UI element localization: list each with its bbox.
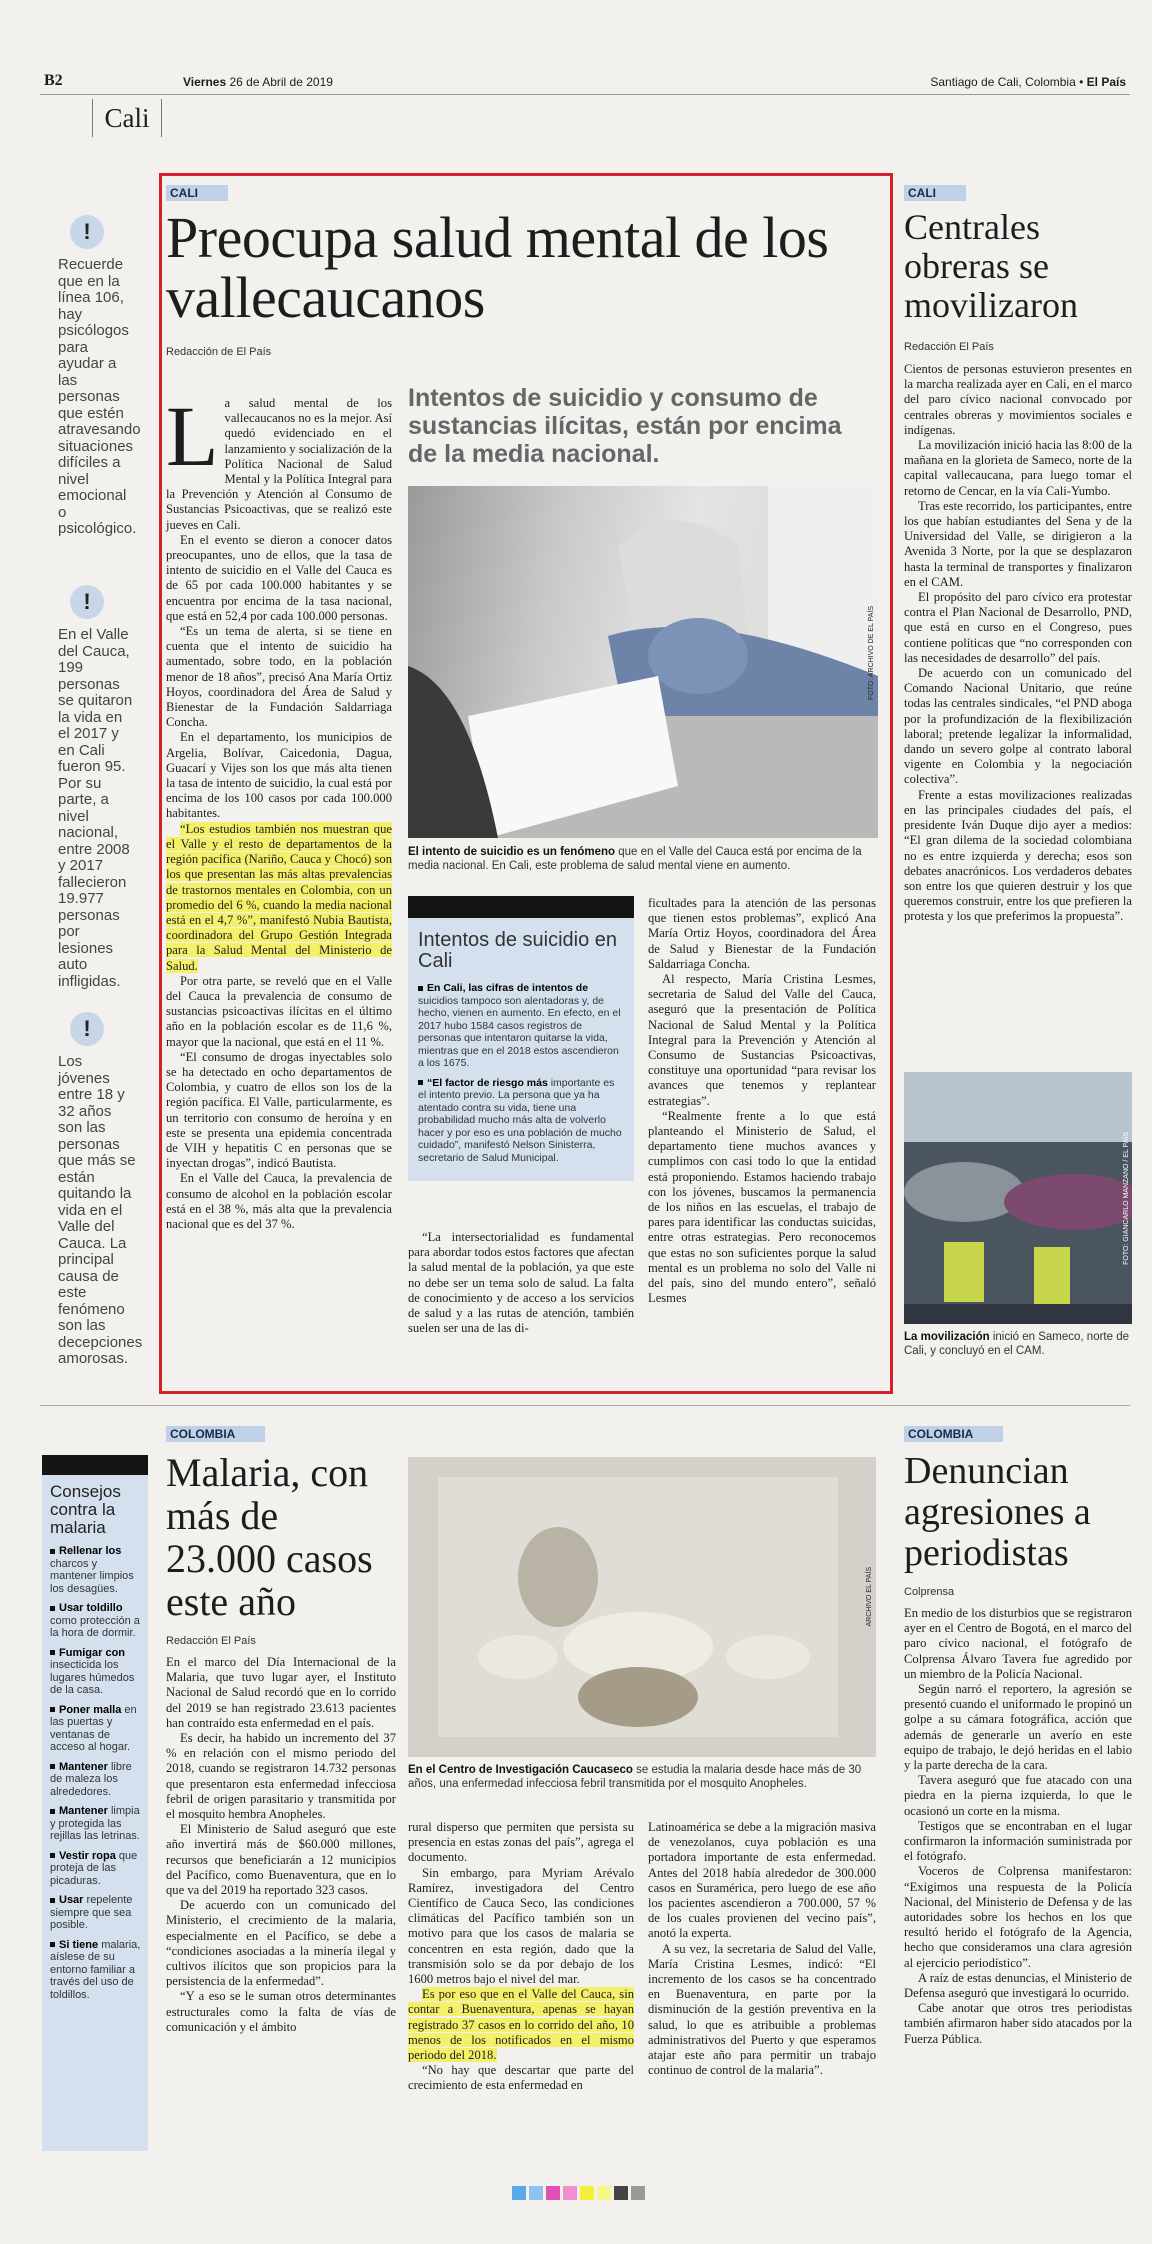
alert-icon: ! xyxy=(70,1012,104,1046)
kicker: COLOMBIA xyxy=(904,1426,1003,1442)
sidebar-note-2 xyxy=(58,585,138,990)
paper-name: El País xyxy=(1086,75,1126,89)
right-body xyxy=(904,362,1132,925)
byline: Redacción de El País xyxy=(166,346,272,358)
malaria-col2 xyxy=(408,1820,634,2094)
tips-title: Consejos contra la malaria xyxy=(50,1482,121,1537)
paragraph: Voceros de Colprensa manifestaron: “Exigimos una respuesta de la Policía Nacional, del Ministerio de Defensa y de las autoridades sobre los hechos en los que resultó herido el fotógrafo de la Agencia, hecho que consideramos una clara agresión al ejercicio periodístico”. xyxy=(904,1864,1132,1970)
bullet-icon xyxy=(50,1764,55,1769)
paragraph: A su vez, la secretaria de Salud del Valle, María Cristina Lesmes, indicó: “El incremento de los casos se ha concentrado en Buenaventura, en parte por la disminución de la gestión preventiva en la salud, lo que es atribuible a problemas administrativos del Puerto y que esperamos atajar este año para permitir un trabajo continuo de control de la malaria”. xyxy=(648,1941,876,2078)
section-divider xyxy=(40,1405,1130,1406)
paragraph: “El consumo de drogas inyectables solo se ha detectado en ocho departamentos de Colombia, y cuatro de ellos son los de la región pacífica. El Valle, particularmente, es un territorio con consumo de heroína y en este se presenta una epidemia concentrada de VIH y hepatitis C en personas que se inyectan drogas”, indicó Bautista. xyxy=(166,1049,392,1171)
paragraph: “Es un tema de alerta, si se tiene en cuenta que el intento de suicidio ha aumentado, sobre todo, en la población menor de 18 años”, precisó Ana María Ortiz Hoyos, coordinadora del Área de Salud y Bienestar de la Fundación Saldarriaga Concha. xyxy=(166,624,392,730)
paragraph: Al respecto, María Cristina Lesmes, secretaria de Salud del Valle del Cauca, aseguró que la presentación de Política Nacional de Salud Mental y la Política Integral para la Prevención y Atención al Consumo de Sustancias Psicoactivas, constituye una oportunidad “para revisar los avances que tenemos y replantear estrategias”. xyxy=(648,972,876,1108)
header-location xyxy=(930,75,1126,89)
bullet-icon xyxy=(418,986,423,991)
note-text: Recuerde que en la línea 106, hay psicólogos para ayudar a las personas que estén atravesando situaciones difíciles a nivel emocional o psicológico. xyxy=(58,256,141,537)
periodistas-article xyxy=(904,1425,1132,2047)
paragraph: Tavera aseguró que fue atacado con una piedra en la pierna izquierda, lo que le ocasionó un corte en la misma. xyxy=(904,1773,1132,1818)
info-item-bold: En Cali, las cifras de intentos de xyxy=(427,982,589,994)
caption-bold: El intento de suicidio es un fenómeno xyxy=(408,846,616,858)
tip-item xyxy=(50,1894,141,1932)
bullet-icon xyxy=(418,1080,423,1085)
info-box-bar xyxy=(408,896,634,918)
tip-item xyxy=(50,1761,141,1799)
info-item-text: suicidios tampoco son alentadoras y, de hecho, vienen en aumento. En efecto, en el 2017 hubo 1584 casos registros de personas que intentaron quitarse la vida, mientras que en el 2018 estos ascendieron a los 1675. xyxy=(418,994,621,1069)
tip-item xyxy=(50,1805,141,1843)
paragraph: a salud mental de los vallecaucanos no es la mejor. Así quedó evidenciado en el lanzamiento y socialización de la Política Nacional de Salud Mental y la Política Integral para la Prevención y Atención al Consumo de Sustancias Psicoactivas, que se realizó este jueves en Cali. xyxy=(166,396,392,532)
malaria-photo xyxy=(408,1457,876,1757)
byline: Redacción El País xyxy=(166,1635,256,1647)
photo-credit: ARCHIVO EL PAÍS xyxy=(866,1567,873,1627)
kicker: COLOMBIA xyxy=(166,1426,265,1442)
caption-text: que en el Valle del Cauca está por encima de la media nacional. En Cali, este problema de salud mental viene en aumento. xyxy=(408,846,862,872)
dropcap: L xyxy=(166,388,219,484)
paragraph: A raíz de estas denuncias, el Ministerio de Defensa aseguró que investigará lo ocurrido. xyxy=(904,1970,1132,2001)
tip-bold: Usar toldillo xyxy=(59,1602,123,1614)
caption-text: inició en Sameco, norte de Cali, y concluyó en el CAM. xyxy=(904,1331,1129,1357)
malaria-col3 xyxy=(648,1820,876,2078)
page-number: B2 xyxy=(44,72,63,89)
kicker: CALI xyxy=(166,185,228,201)
bullet-icon xyxy=(50,1707,55,1712)
sidebar-note-3 xyxy=(58,1012,143,1368)
tip-bold: Fumigar con xyxy=(59,1646,126,1659)
periodistas-body xyxy=(904,1606,1132,2047)
paragraph: Tras este recorrido, los participantes, entre los que habían estudiantes del Sena y de la Universidad del Valle, se dirigieron a la Avenida 3 Norte, por la que se desplazaron hasta la terminal de transportes y finalizaron en el CAM. xyxy=(904,498,1132,589)
bullet-icon xyxy=(50,1650,55,1655)
right-article xyxy=(904,184,1132,925)
tip-text: malaria, aíslese de su entorno familiar a través del uso de toldillos. xyxy=(50,1938,141,2001)
byline: Redacción El País xyxy=(904,341,994,353)
tip-item xyxy=(50,1850,141,1888)
headline: Malaria, con más de 23.000 casos este año xyxy=(166,1450,373,1624)
kicker: CALI xyxy=(904,185,966,201)
paragraph: “Realmente frente a lo que está planteando el Ministerio de Salud, el departamento tiene muchos avances y cumplimos con casi todo lo que la entidad está proponiendo. Estamos haciendo trabajo con los jóvenes, buscamos la permanencia de los niños en las escuelas, el trabajo de pares para identificar las conductas suicidas, entre otras estrategias. Pero reconocemos que estas no son suficientes porque la salud mental es un problema no solo del Valle ni del país, sino del mundo entero”, señaló Lesmes xyxy=(648,1108,876,1306)
note-text: En el Valle del Cauca, 199 personas se quitaron la vida en el 2017 y en Cali fueron 95. Por su parte, a nivel nacional, entre 2008 y 2017 fallecieron 19.977 personas por lesiones auto infligidas. xyxy=(58,626,133,990)
byline: Colprensa xyxy=(904,1586,955,1598)
paragraph: “No hay que descartar que parte del crecimiento de esta enfermedad en xyxy=(408,2063,634,2093)
highlighted-text: Es por eso que en el Valle del Cauca, sin contar a Buenaventura, apenas se hayan registrado 37 casos en lo corrido del año, 10 menos de los notificados en el mismo periodo del 2018. xyxy=(408,1987,634,2063)
sidebar-note-1 xyxy=(58,215,141,538)
headline: Centrales obreras se movilizaron xyxy=(904,207,1078,325)
malaria-caption xyxy=(408,1763,876,1791)
info-item-bold: “El factor de riesgo más xyxy=(427,1076,548,1089)
main-photo xyxy=(408,486,878,838)
section-name: Cali xyxy=(92,99,162,137)
paragraph: En el departamento, los municipios de Argelia, Bolívar, Caicedonia, Dagua, Guacarí y Vijes son los que más alta tienen la tasa de intento de suicidio, la cual está por encima de los 100 casos por cada 100.000 habitantes. xyxy=(166,730,392,821)
main-col3 xyxy=(648,896,876,1306)
alert-icon: ! xyxy=(70,585,104,619)
caption-bold: La movilización xyxy=(904,1331,990,1343)
paragraph: Por otra parte, se reveló que en el Valle del Cauca la prevalencia de consumo de sustancias psicoactivas ilícitas en el último año en la población escolar es de 11,6 %, mayor que la nacional, que está en el 11 %. xyxy=(166,973,392,1049)
tips-bar xyxy=(42,1455,148,1475)
tip-item xyxy=(50,1545,141,1595)
paragraph: El Ministerio de Salud aseguró que este año invertirá más de $60.000 millones, recursos que beneficiarán a 12 municipios del Pacífico, como Buenaventura, que en lo que va del 2019 ha reportado 323 casos. xyxy=(166,1822,396,1898)
paragraph: En el marco del Día Internacional de la Malaria, que tuvo lugar ayer, el Instituto Nacional de Salud recordó que en lo corrido del 2019 se han registrado 23.613 pacientes han contraído esta enfermedad en el país. xyxy=(166,1655,396,1730)
paragraph: “La intersectorialidad es fundamental para abordar todos estos factores que afectan la salud mental de la población, ya que este no debe ser un tema solo de salud. La falta de conocimiento y de acceso a los servicios de salud y a las rutas de atención, también suelen ser una de las di- xyxy=(408,1230,634,1336)
tip-bold: Si tiene xyxy=(59,1938,99,1951)
paragraph: Es decir, ha habido un incremento del 37 % en relación con el mismo periodo del 2018, cuando se registraron 14.732 personas que presentaron esta enfermedad infecciosa febril de origen parasitario y transmitida por el mosquito hembra Anopheles. xyxy=(166,1731,396,1822)
tip-bold: Mantener xyxy=(59,1805,108,1817)
tips-box xyxy=(42,1455,148,2151)
paragraph: En el evento se dieron a conocer datos preocupantes, uno de ellos, que la tasa de intento de suicidio en el Valle del Cauca es de 65 por cada 100.000 habitantes y se encuentra por encima de la tasa nacional, que está en 52,4 por cada 100.000 personas. xyxy=(166,532,392,623)
bullet-icon xyxy=(50,1898,55,1903)
tip-bold: Poner malla xyxy=(59,1703,122,1716)
info-item xyxy=(418,1077,624,1165)
tip-item xyxy=(50,1602,141,1640)
tip-text: repelente siempre que sea posible. xyxy=(50,1894,133,1931)
paragraph: El propósito del paro cívico era protestar contra el Plan Nacional de Desarrollo, PND, que está en curso en el Congreso, pues contiene políticas que “no corresponden con las necesidades de desarrollo” del país. xyxy=(904,590,1132,665)
paragraph: Cientos de personas estuvieron presentes en la marcha realizada ayer en Cali, en el marco del paro cívico nacional convocado por centrales obreras y movimientos sociales e indígenas. xyxy=(904,362,1132,437)
note-text: Los jóvenes entre 18 y 32 años son las personas que más se están quitando la vida en el Valle del Cauca. La principal causa de este fenómeno son las decepciones amorosas. xyxy=(58,1053,143,1367)
caption-bold: En el Centro de Investigación Caucaseco xyxy=(408,1764,633,1776)
tip-item xyxy=(50,1647,141,1697)
info-item-text: importante es el intento previo. La persona que ya ha atentado contra su vida, tiene una probabilidad mucho más alta de volverlo hacer y por eso es una población de mucho cuidado”, manifestó Nelson Sinisterra, secretario de Salud Municipal. xyxy=(418,1076,622,1164)
tip-text: insecticida los lugares húmedos de la casa. xyxy=(50,1659,135,1696)
paragraph: Cabe anotar que otros tres periodistas también afirmaron haber sido atacados por la Fuerza Pública. xyxy=(904,2001,1132,2046)
date-rest: 26 de Abril de 2019 xyxy=(229,75,333,89)
paragraph: rural disperso que permiten que persista su presencia en estas zonas del país”, agrega el documento. xyxy=(408,1820,634,1865)
paragraph: Frente a estas movilizaciones realizadas en las principales ciudades del país, el presidente Iván Duque dijo ayer a medios: “El gran dilema de la sociedad colombiana no es entre izquierda y derecha; esos son debates anacrónicos. Los verdaderos debates son entre los que quieren destruir y los que queremos construir, entre los que prefieren la protesta y los que preferimos la propuesta”. xyxy=(904,787,1132,924)
march-photo xyxy=(904,1072,1132,1324)
tip-text: que proteja de las picaduras. xyxy=(50,1849,138,1887)
tip-bold: Rellenar los xyxy=(59,1545,122,1557)
main-col1 xyxy=(166,388,392,1232)
info-box-title: Intentos de suicidio en Cali xyxy=(418,929,618,972)
highlighted-quote: “Los estudios también nos muestran que el Valle y el resto de departamentos de la región pacífica (Nariño, Cauca y Chocó) son los que presentan las más altas prevalencias de trastornos mentales en Colombia, con un promedio del 6 %, cuando la media nacional está en el 4,7 %”, manifestó Nubia Bautista, coordinadora del Grupo Gestión Integrada para la Salud Mental del Ministerio de Salud. xyxy=(166,821,392,973)
paragraph: De acuerdo con un comunicado del Ministerio, el crecimiento de la malaria, especialmente en el Pacífico, se debe a “condiciones asociadas a la minería ilegal y cultivos ilícitos que son propicios para la persistencia de la enfermedad”. xyxy=(166,1898,396,1989)
bullet-icon xyxy=(50,1549,55,1554)
malaria-article xyxy=(166,1425,396,2035)
therapy-photo-illustration xyxy=(408,486,878,838)
paragraph: “Y a eso se le suman otros determinantes estructurales como la falta de vías de comunicación y el ámbito xyxy=(166,1989,396,2034)
paragraph: En el Valle del Cauca, la prevalencia de consumo de alcohol en la población escolar está en el 38 %, más alta que la prevalencia nacional que es del 37 %. xyxy=(166,1171,392,1231)
main-article xyxy=(166,184,878,358)
caption-text: se estudia la malaria desde hace más de 30 años, una enfermedad infecciosa febril transmitida por el mosquito Anopheles. xyxy=(408,1764,862,1790)
paragraph: Testigos que se encontraban en el lugar confirmaron la información suministrada por el fotógrafo. xyxy=(904,1818,1132,1864)
tip-bold: Mantener xyxy=(59,1760,108,1773)
main-caption xyxy=(408,845,878,873)
paragraph: De acuerdo con un comunicado del Comando Nacional Unitario, que reúne todas las centrales sindicales, “el PND aboga por la profundización de la flexibilización laboral; pretende legalizar la informalidad, dando un severo golpe al contrato laboral vigente en Colombia y la negociación colectiva”. xyxy=(904,666,1132,787)
info-item xyxy=(418,982,624,1070)
tip-text: charcos y mantener limpios los desagües. xyxy=(50,1557,134,1595)
photo-credit: FOTO: GIANCARLO MANZANO / EL PAÍS xyxy=(1123,1132,1130,1265)
tip-text: en las puertas y ventanas de acceso al hogar. xyxy=(50,1703,137,1753)
paragraph: La movilización inició hacia las 8:00 de la mañana en la glorieta de Sameco, norte de la capital vallecaucana, para luego tomar el retorno de Cencar, en la vía Cali-Yumbo. xyxy=(904,438,1132,498)
tip-text: limpia y protegida las rejillas las letrinas. xyxy=(50,1805,140,1842)
tip-text: como protección a la hora de dormir. xyxy=(50,1614,140,1639)
paragraph: ficultades para la atención de las personas que tienen estos problemas”, explicó Ana María Ortiz Hoyos, coordinadora del Área de Salud y Bienestar de la Fundación Saldarriaga Concha. xyxy=(648,896,876,971)
paragraph: Latinoamérica se debe a la migración masiva de venezolanos, cuya población es una portadora importante de esta enfermedad. Antes del 2018 había alrededor de 300.000 casos en Suramérica, pero luego de ese año los pacientes ascendieron a 700.000, 57 % de los cuales provienen del vecino país”, anotó la experta. xyxy=(648,1820,876,1941)
tip-item xyxy=(50,1704,141,1754)
paragraph: Según narró el reportero, la agresión se presentó cuando el uniformado le propinó un golpe a su cámara fotográfica, acción que además de generarle un averío en este equipo de trabajo, le dejó heridas en el labio y la parte derecha de la cara. xyxy=(904,1682,1132,1773)
headline: Denuncian agresiones a periodistas xyxy=(904,1450,1091,1574)
alert-icon: ! xyxy=(70,215,104,249)
paragraph: En medio de los disturbios que se registraron ayer en el Centro de Bogotá, en el marco del paro cívico nacional, el fotógrafo de Colprensa Álvaro Tavera fue agredido por un miembro de la Policía Nacional. xyxy=(904,1606,1132,1681)
photo-credit: FOTO: ARCHIVO DE EL PAÍS xyxy=(868,606,875,701)
march-caption xyxy=(904,1330,1132,1358)
location: Santiago de Cali, Colombia • xyxy=(930,75,1084,89)
march-photo-illustration xyxy=(904,1072,1132,1324)
date-day: Viernes xyxy=(183,75,227,89)
malaria-col1 xyxy=(166,1655,396,2035)
main-col2-bottom xyxy=(408,1230,634,1336)
bullet-icon xyxy=(50,1942,55,1947)
bullet-icon xyxy=(50,1606,55,1611)
bullet-icon xyxy=(50,1853,55,1858)
tip-item xyxy=(50,1939,141,2002)
tip-bold: Usar xyxy=(59,1894,84,1906)
tip-text: libre de maleza los alrededores. xyxy=(50,1760,132,1798)
paragraph: Sin embargo, para Myriam Arévalo Ramírez, investigadora del Centro Científico de Cauca Seco, las condiciones climáticas del Pacífico también son un motivo para que los casos de malaria se concentren en esta región, dado que la transmisión solo se da por debajo de los 1600 metros bajo el nivel del mar. xyxy=(408,1865,634,1987)
headline: Preocupa salud mental de los vallecaucanos xyxy=(166,205,829,330)
info-box xyxy=(408,896,634,1181)
bullet-icon xyxy=(50,1809,55,1814)
header-date xyxy=(183,75,333,89)
tip-bold: Vestir ropa xyxy=(59,1849,116,1862)
mosquito-cage-illustration xyxy=(408,1457,876,1757)
subhead: Intentos de suicidio y consumo de sustancias ilícitas, están por encima de la media nacional. xyxy=(408,384,842,468)
header-rule xyxy=(40,94,1130,95)
